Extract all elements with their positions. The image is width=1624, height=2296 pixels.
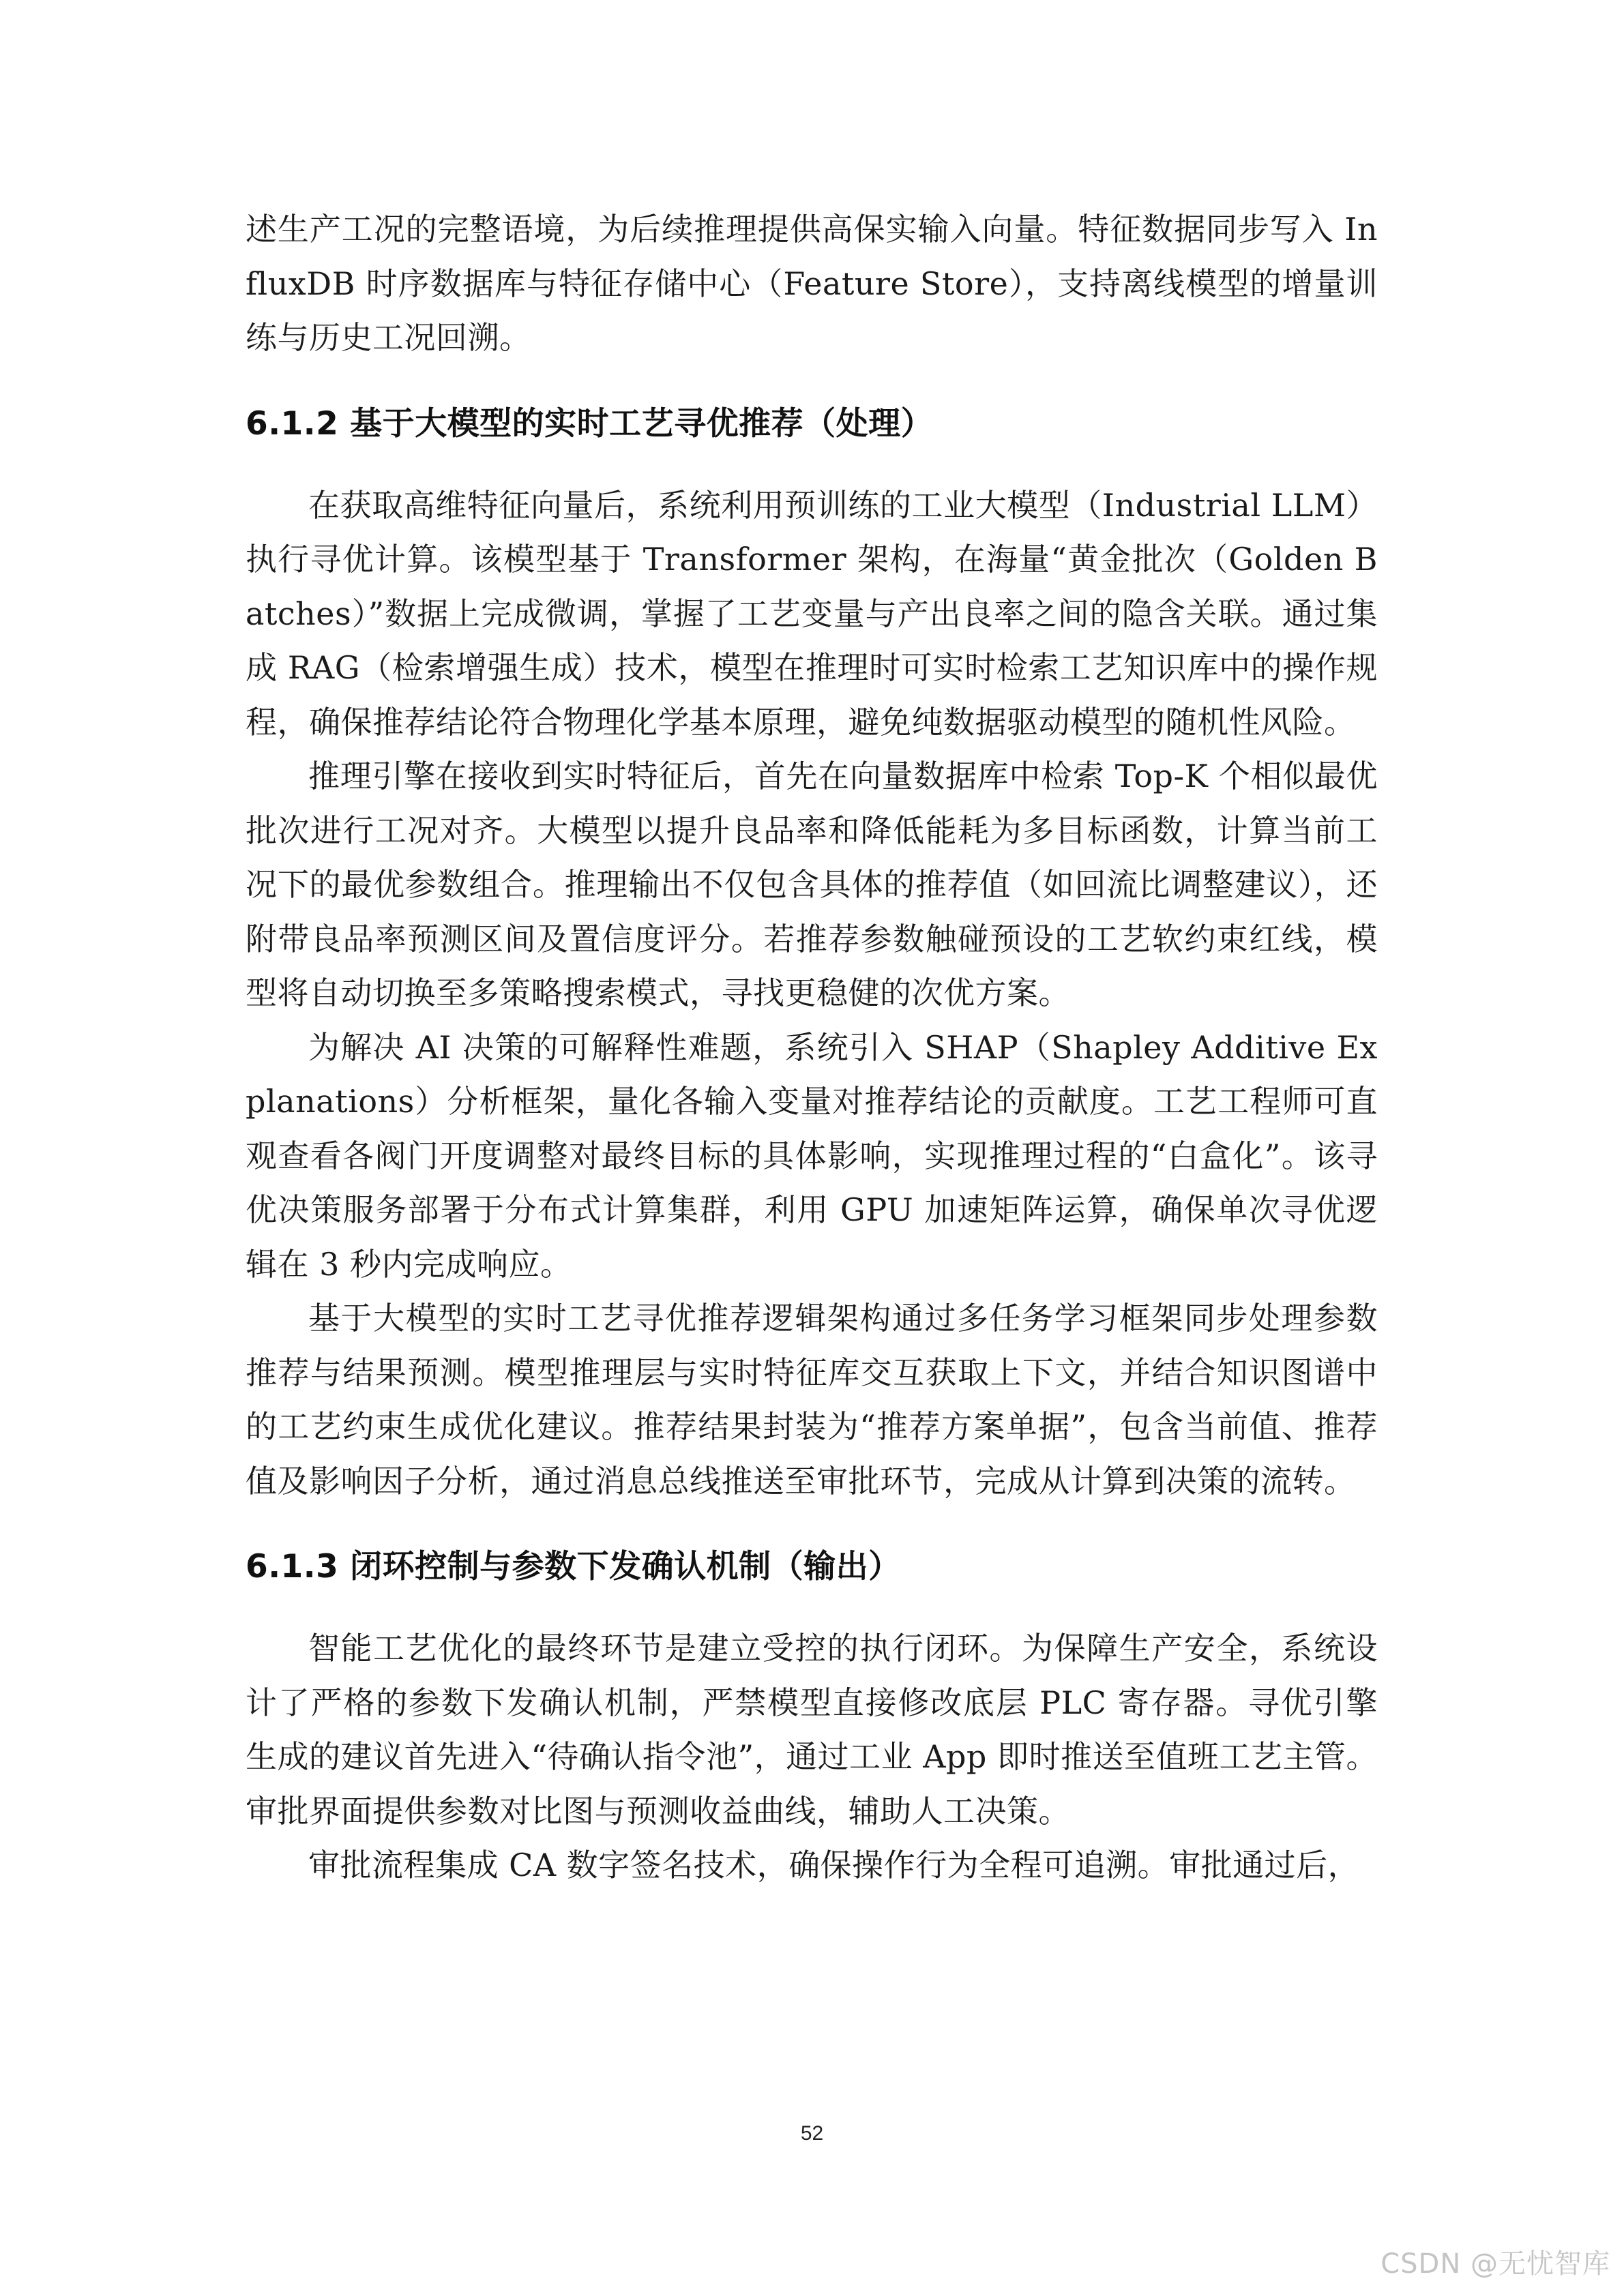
paragraph: 基于大模型的实时工艺寻优推荐逻辑架构通过多任务学习框架同步处理参数推荐与结果预测。模型推理层与实时特征库交互获取上下文，并结合知识图谱中的工艺约束生成优化建议。推荐结果封装为“推荐方案单据”，包含当前值、推荐值及影响因子分析，通过消息总线推送至审批环节，完成从计算到决策的流转。 [246,1300,1378,1500]
section-heading-6-1-3: 6.1.3 闭环控制与参数下发确认机制（输出） [246,1548,901,1585]
paragraph: 在获取高维特征向量后，系统利用预训练的工业大模型（Industrial LLM）执行寻优计算。该模型基于 Transformer 架构，在海量“黄金批次（Golden Batches）”数据上完成微调，掌握了工艺变量与产出良率之间的隐含关联。通过集成 RAG（检索增强生成）技术，模型在推理时可实时检索工艺知识库中的操作规程，确保推荐结论符合物理化学基本原理，避免纯数据驱动模型的随机性风险。 [246,486,1378,741]
paragraph: 为解决 AI 决策的可解释性难题，系统引入 SHAP（Shapley Additive Explanations）分析框架，量化各输入变量对推荐结论的贡献度。工艺工程师可直观查看各阀门开度调整对最终目标的具体影响，实现推理过程的“白盒化”。该寻优决策服务部署于分布式计算集群，利用 GPU 加速矩阵运算，确保单次寻优逻辑在 3 秒内完成响应。 [246,1028,1378,1283]
paragraph: 智能工艺优化的最终环节是建立受控的执行闭环。为保障生产安全，系统设计了严格的参数下发确认机制，严禁模型直接修改底层 PLC 寄存器。寻优引擎生成的建议首先进入“待确认指令池”，通过工业 App 即时推送至值班工艺主管。审批界面提供参数对比图与预测收益曲线，辅助人工决策。 [246,1630,1378,1830]
section-heading-6-1-2: 6.1.2 基于大模型的实时工艺寻优推荐（处理） [246,404,934,443]
watermark: CSDN @无忧智库 [1381,2248,1610,2280]
paragraph: 推理引擎在接收到实时特征后，首先在向量数据库中检索 Top-K 个相似最优批次进行工况对齐。大模型以提升良品率和降低能耗为多目标函数，计算当前工况下的最优参数组合。推理输出不仅包含具体的推荐值（如回流比调整建议），还附带良品率预测区间及置信度评分。若推荐参数触碰预设的工艺软约束红线，模型将自动切换至多策略搜索模式，寻找更稳健的次优方案。 [246,758,1378,1011]
paragraph-continued: 述生产工况的完整语境，为后续推理提供高保实输入向量。特征数据同步写入 InfluxDB 时序数据库与特征存储中心（Feature Store），支持离线模型的增量训练与历史工况回溯。 [246,211,1378,356]
paragraph: 审批流程集成 CA 数字签名技术，确保操作行为全程可追溯。审批通过后， [308,1847,1360,1883]
page-number: 52 [800,2122,824,2145]
page-content [246,203,1378,1893]
